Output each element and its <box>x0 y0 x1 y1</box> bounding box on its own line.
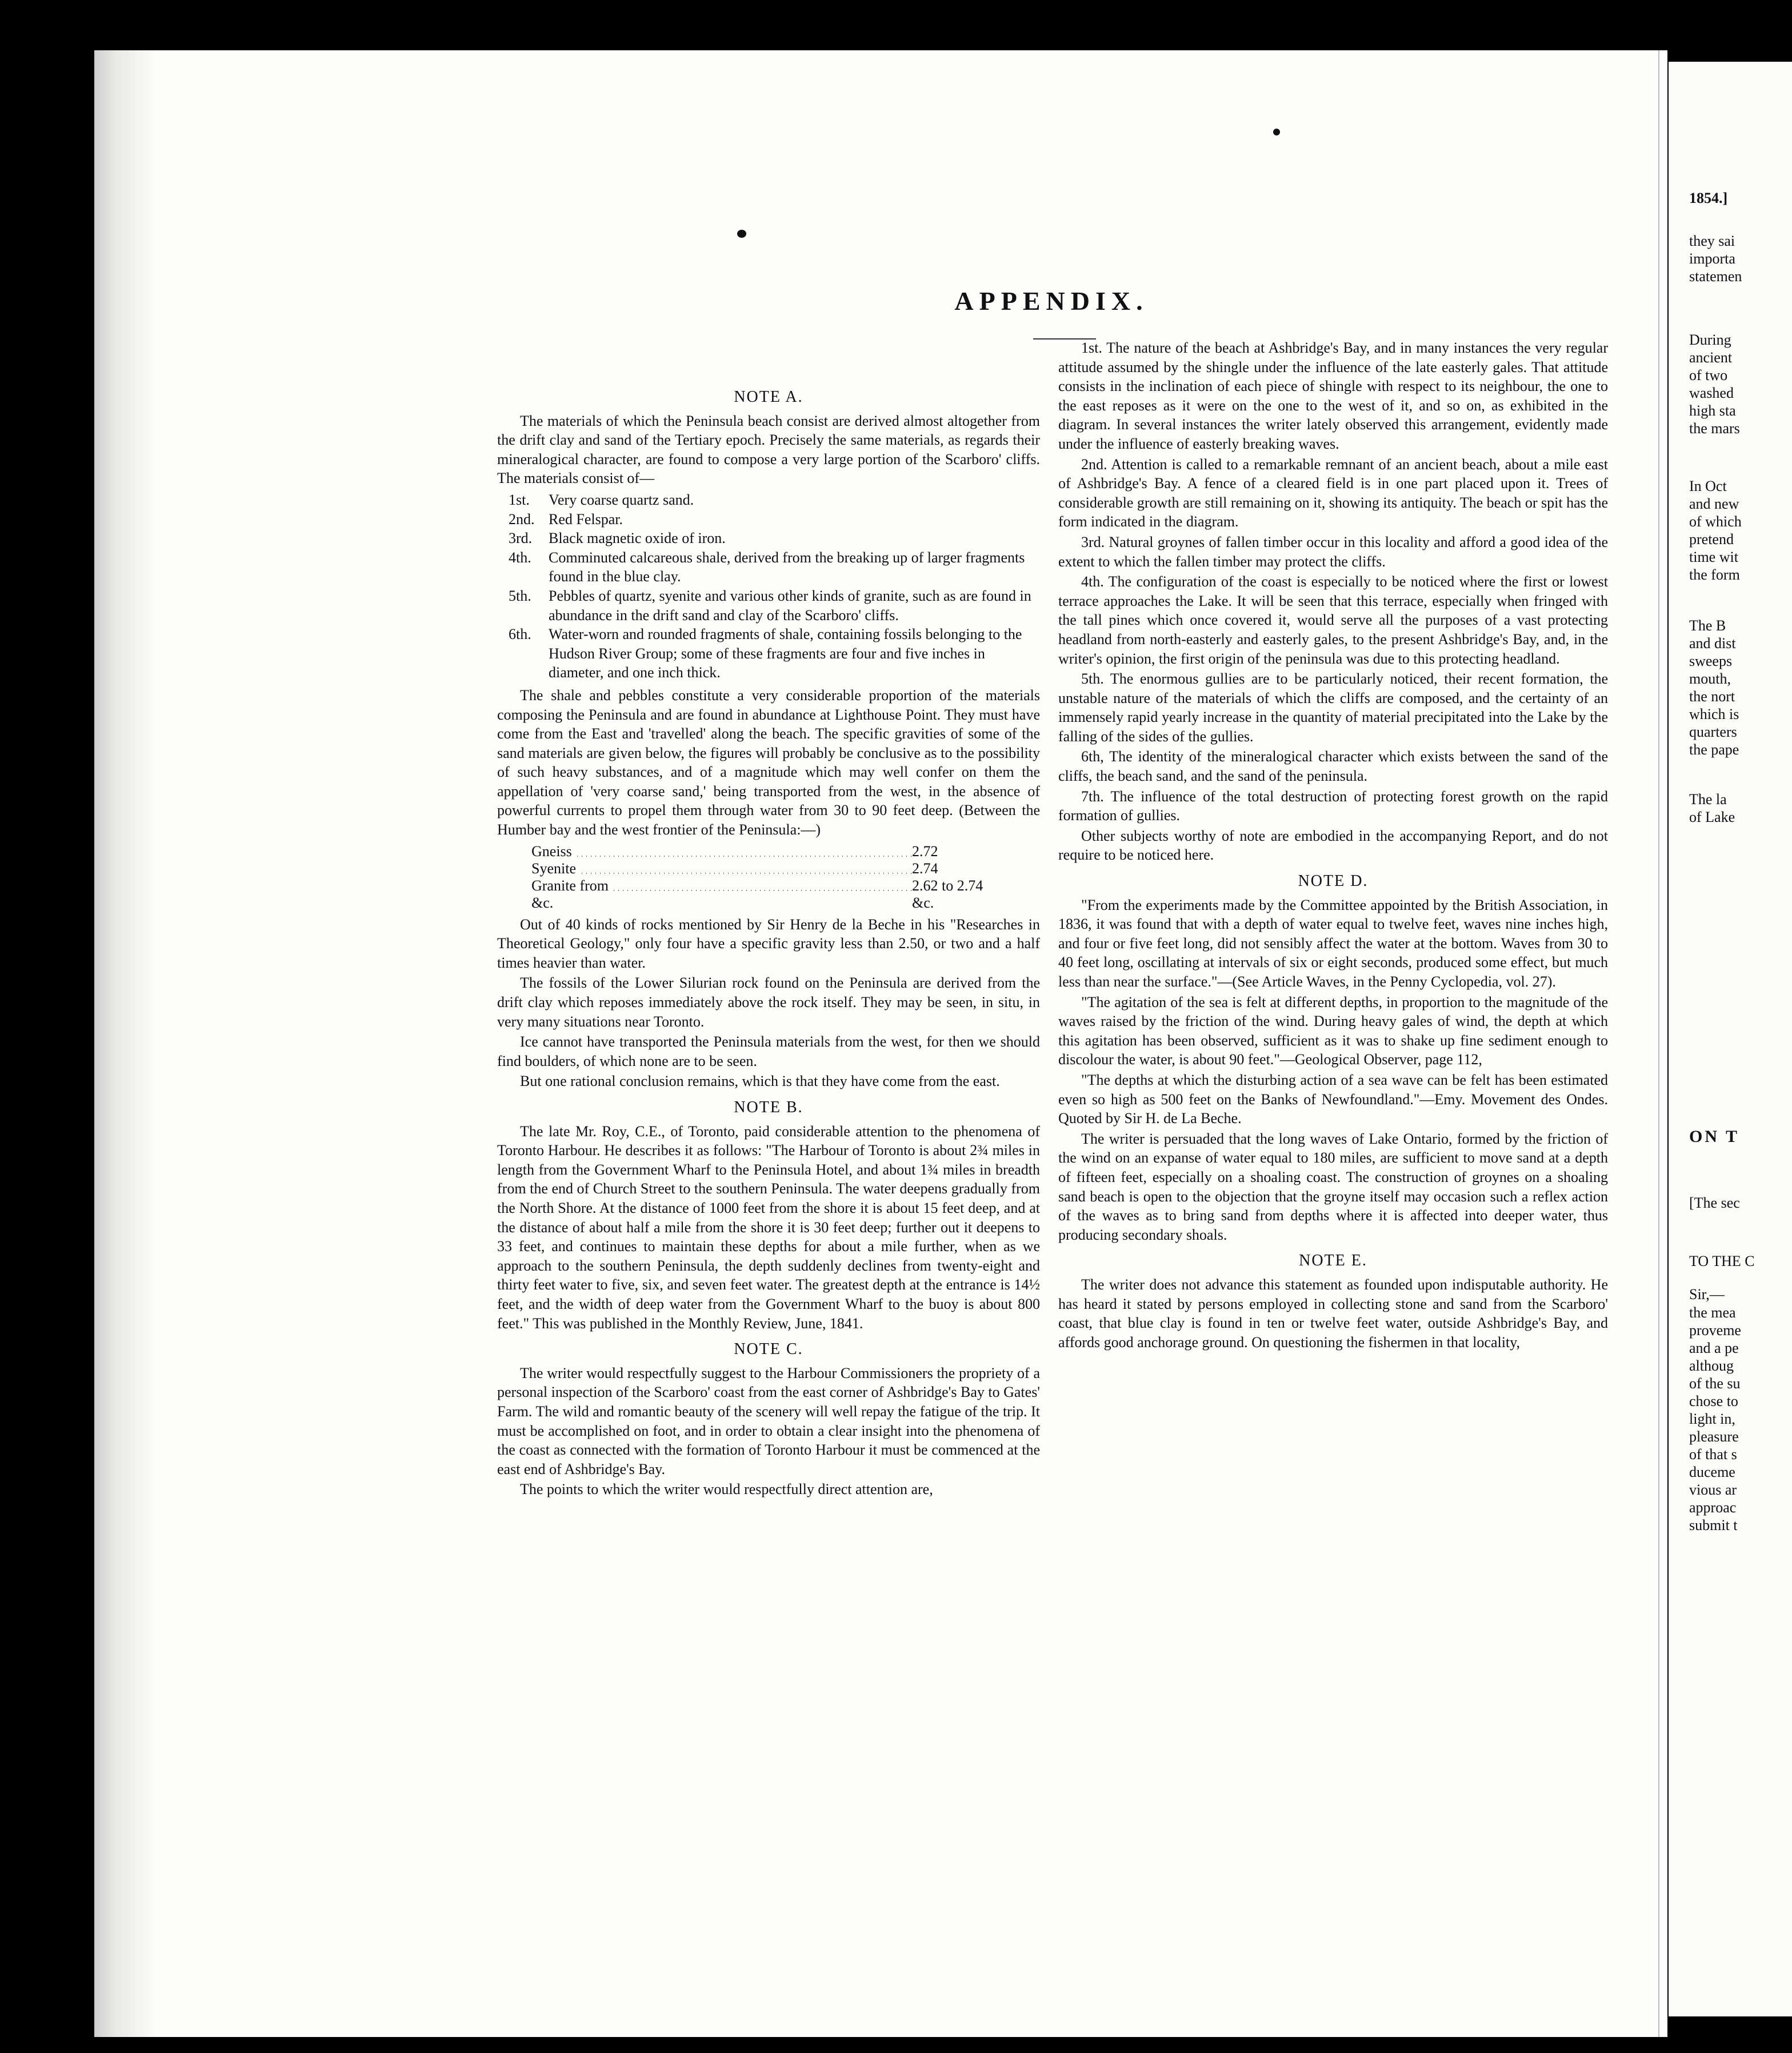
materials-list <box>509 490 1040 682</box>
paragraph: Other subjects worthy of note are embodied in the accompanying Report, and do not require to be noticed here. <box>1058 827 1608 864</box>
facing-page-line: and a pe <box>1689 1340 1739 1356</box>
facing-page-line: The la <box>1689 791 1727 808</box>
note-heading: NOTE C. <box>734 1340 803 1359</box>
list-item-number: 3rd. <box>509 530 533 547</box>
paragraph: 1st. The nature of the beach at Ashbridge's Bay, and in many instances the very regular attitude assumed by the shingle under the influence of the late easterly gales. That attitude consists in the inclination of each piece of shingle with respect to its neighbour, the one to the east reposes as it were on the one to the west of it, and so on, as exhibited in the diagram. In several instances the writer lately observed this arrangement, evidently made under the influence of easterly breaking waves. <box>1058 339 1608 452</box>
paragraph: 6th, The identity of the mineralogical character which exists between the sand of the cliffs, the beach sand, and the sand of the peninsula. <box>1058 748 1608 785</box>
facing-page <box>1669 62 1792 2016</box>
paragraph: 7th. The influence of the total destruction of protecting forest growth on the rapid formation of gullies. <box>1058 788 1608 824</box>
specific-gravity-table <box>531 843 986 912</box>
table-cell-name <box>531 894 912 912</box>
facing-page-line: ancient <box>1689 349 1733 366</box>
paragraph: The points to which the writer would respectfully direct attention are, <box>520 1481 933 1498</box>
facing-page-line: Sir,— <box>1689 1286 1725 1303</box>
facing-page-line: submit t <box>1689 1517 1738 1533</box>
table-cell-value: 2.74 <box>912 860 938 877</box>
facing-page-line: vious ar <box>1689 1481 1737 1498</box>
table-row <box>531 843 986 860</box>
paragraph: The writer does not advance this statement as founded upon indisputable authority. He has heard it stated by persons employed in collecting stone and sand from the Scarboro' coast, that blue clay is found in ten or twelve feet water, outside Ashbridge's Bay, and affords good anchorage ground. On questioning the fishermen in that locality, <box>1058 1276 1608 1351</box>
ink-spot <box>1273 129 1280 135</box>
facing-page-line: sweeps <box>1689 653 1733 669</box>
paragraph: Out of 40 kinds of rocks mentioned by Sir Henry de la Beche in his "Researches in Theoretical Geology," only four have a specific gravity less than 2.50, or two and a half times heavier than water. <box>497 916 1040 971</box>
facing-page-line: which is <box>1689 706 1739 722</box>
facing-page-line: of two <box>1689 367 1728 384</box>
rock-name: Gneiss <box>531 843 574 860</box>
facing-page-line: washed <box>1689 385 1734 401</box>
paragraph: The shale and pebbles constitute a very considerable proportion of the materials composing the Peninsula and are found in abundance at Lighthouse Point. They must have come from the East and 'travelled' along the beach. The specific gravities of some of the sand materials are given below, the figures will probably be conclusive as to the possibility of such heavy substances, and of a magnitude which may well confer on them the appellation of 'very coarse sand,' being transported from the west, in the absence of powerful currents to propel them through water from 30 to 90 feet deep. (Between the Humber bay and the west frontier of the Peninsula:—) <box>497 686 1040 838</box>
list-item-text: Pebbles of quartz, syenite and various other kinds of granite, such as are found in abundance in the drift sand and clay of the Scarboro' cliffs. <box>549 587 1031 624</box>
table-cell-name <box>531 860 912 877</box>
paragraph: 3rd. Natural groynes of fallen timber occur in this locality and afford a good idea of the extent to which the fallen timber may protect the cliffs. <box>1058 533 1608 570</box>
paragraph: Ice cannot have transported the Peninsula materials from the west, for then we should find boulders, of which none are to be seen. <box>497 1033 1040 1069</box>
facing-page-line: duceme <box>1689 1464 1735 1480</box>
table-row <box>531 860 986 877</box>
paragraph: The fossils of the Lower Silurian rock found on the Peninsula are derived from the drift clay which reposes immediately above the rock itself. They may be seen, in situ, in very many situations near Toronto. <box>497 974 1040 1030</box>
facing-page-line: time wit <box>1689 549 1738 565</box>
facing-page-line: mouth, <box>1689 670 1731 687</box>
facing-page-line: and new <box>1689 496 1739 512</box>
facing-page-line: of the su <box>1689 1375 1741 1392</box>
list-item-number: 1st. <box>509 491 530 508</box>
facing-page-line: 1854.] <box>1689 190 1728 206</box>
rock-name: Granite from <box>531 877 611 894</box>
right-column <box>1058 338 1608 1353</box>
facing-page-line: chose to <box>1689 1393 1738 1409</box>
paragraph: The writer would respectfully suggest to the Harbour Commissioners the propriety of a personal inspection of the Scarboro' coast from the east corner of Ashbridge's Bay to Gates' Farm. The wild and romantic beauty of the scenery will well repay the fatigue of the trip. It must be accomplished on foot, and in order to obtain a clear insight into the phenomena of the coast as connected with the formation of Toronto Harbour it must be commenced at the east end of Ashbridge's Bay. <box>497 1364 1040 1477</box>
paragraph: 5th. The enormous gullies are to be particularly noticed, their recent formation, the unstable nature of the materials of which the cliffs are composed, and the certainty of an immensely rapid yearly increase in the quantity of material precipitated into the Lake by the falling of the sides of the gullies. <box>1058 670 1608 745</box>
facing-page-line: the nort <box>1689 688 1735 705</box>
facing-page-line: the pape <box>1689 741 1739 758</box>
facing-page-line: proveme <box>1689 1322 1741 1339</box>
rock-name: Syenite <box>531 860 578 877</box>
note-heading: NOTE B. <box>734 1099 803 1116</box>
list-item-text: Comminuted calcareous shale, derived from the breaking up of larger fragments found in the blue clay. <box>549 549 1025 585</box>
list-item-number: 4th. <box>509 549 531 566</box>
facing-page-line: [The sec <box>1689 1195 1740 1211</box>
table-cell-value: 2.62 to 2.74 <box>912 877 983 894</box>
facing-page-line: althoug <box>1689 1357 1734 1374</box>
rock-name: &c. <box>531 894 554 911</box>
note-heading: NOTE D. <box>1298 872 1369 890</box>
paragraph: "From the experiments made by the Committee appointed by the British Association, in 1836, it was found that with a depth of water equal to twelve feet, waves nine inches high, and four or five feet long, did not sensibly affect the water at the bottom. Waves from 30 to 40 feet long, oscillating at intervals of six or eight seconds, produced some effect, but much less than near the surface."—(See Article Waves, in the Penny Cyclopedia, vol. 27). <box>1058 896 1608 990</box>
facing-page-line: importa <box>1689 250 1735 267</box>
page-gutter <box>1658 50 1667 2037</box>
list-item-text: Very coarse quartz sand. <box>549 491 694 508</box>
table-cell-value: &c. <box>912 894 934 911</box>
facing-page-line: statemen <box>1689 268 1742 285</box>
list-item <box>509 625 1040 682</box>
facing-page-line: pretend <box>1689 531 1734 548</box>
page-edge-shadow <box>94 50 157 2037</box>
list-item <box>509 548 1040 586</box>
facing-page-line: of Lake <box>1689 809 1735 825</box>
list-item-text: Black magnetic oxide of iron. <box>549 530 726 547</box>
list-item-number: 5th. <box>509 587 531 604</box>
list-item <box>509 529 1040 548</box>
note-heading: NOTE A. <box>734 388 803 406</box>
facing-page-line: quarters <box>1689 724 1737 740</box>
facing-page-line: TO THE C <box>1689 1253 1755 1269</box>
paragraph: The writer is persuaded that the long waves of Lake Ontario, formed by the friction of the wind on an expanse of water equal to 180 miles, are sufficient to move sand at a depth of fifteen feet, especially on a shoaling coast. The construction of groynes on a shoaling sand beach is open to the objection that the groyne itself may occasion such a reflex action of the waves as to bring sand from depths where it is affected into deeper water, thus producing secondary shoals. <box>1058 1130 1608 1243</box>
table-cell-name <box>531 843 912 860</box>
paragraph: 4th. The configuration of the coast is especially to be noticed where the first or lowest terrace approaches the Lake. It will be seen that this terrace, especially when fringed with the tall pines which once covered it, would serve all the purposes of a vast protecting headland from north-easterly and easterly gales, to the present Ashbridge's Bay, and, in the writer's opinion, the first origin of the peninsula was due to this protecting headland. <box>1058 573 1608 667</box>
facing-page-line: pleasure <box>1689 1428 1739 1445</box>
facing-page-line: high sta <box>1689 402 1736 419</box>
facing-page-line: The B <box>1689 617 1726 634</box>
table-cell-value: 2.72 <box>912 842 938 860</box>
facing-page-line: of which <box>1689 513 1742 530</box>
list-item-number: 2nd. <box>509 510 535 528</box>
facing-page-line: In Oct <box>1689 478 1727 494</box>
list-item <box>509 490 1040 510</box>
table-row <box>531 877 986 894</box>
ink-spot <box>737 230 746 238</box>
paragraph: "The depths at which the disturbing action of a sea wave can be felt has been estimated even so high as 500 feet on the Banks of Newfoundland."—Emy. Movement des Ondes. Quoted by Sir H. de La Beche. <box>1058 1071 1608 1127</box>
left-column <box>497 381 1040 1500</box>
facing-page-line: ON T <box>1689 1127 1739 1146</box>
list-item <box>509 586 1040 625</box>
facing-page-line: they sai <box>1689 233 1735 249</box>
facing-page-line: During <box>1689 331 1731 348</box>
page-title: APPENDIX. <box>954 286 1149 315</box>
list-item-text: Red Felspar. <box>549 510 623 528</box>
facing-page-line: light in, <box>1689 1411 1735 1427</box>
list-item-number: 6th. <box>509 626 531 643</box>
paragraph: But one rational conclusion remains, which is that they have come from the east. <box>520 1073 1000 1090</box>
facing-page-line: approac <box>1689 1499 1737 1516</box>
facing-page-line: the mea <box>1689 1304 1736 1321</box>
facing-page-line: the form <box>1689 566 1740 583</box>
paragraph: The materials of which the Peninsula beach consist are derived almost altogether from the drift clay and sand of the Tertiary epoch. Precisely the same materials, as regards their mineralogical character, are found to compose a very large portion of the Scarboro' cliffs. The materials consist of— <box>497 412 1040 487</box>
note-heading: NOTE E. <box>1299 1252 1367 1270</box>
list-item-text: Water-worn and rounded fragments of shale, containing fossils belonging to the Hudson River Group; some of these fragments are four and five inches in diameter, and one inch thick. <box>549 626 1022 681</box>
paragraph: The late Mr. Roy, C.E., of Toronto, paid considerable attention to the phenomena of Toronto Harbour. He describes it as follows: "The Harbour of Toronto is about 2¾ miles in length from the Government Wharf to the Peninsula Hotel, and about 1¾ miles in breadth from the end of Church Street to the southern Peninsula. The water deepens gradually from the North Shore. At the distance of 1000 feet from the shore it is about 15 feet deep, and at the distance of about half a mile from the shore it is 30 feet deep; further out it deepens to 33 feet, and continues to maintain these depths for about a mile further, when as we approach to the southern Peninsula, the depth suddenly declines from twenty-eight and thirty feet water to five, six, and seven feet water. The greatest depth at the entrance is 14½ feet, and the width of deep water from the Government Wharf to the buoy is about 800 feet." This was published in the Monthly Review, June, 1841. <box>497 1123 1040 1332</box>
facing-page-line: and dist <box>1689 635 1736 652</box>
facing-page-line: of that s <box>1689 1446 1737 1463</box>
paragraph: "The agitation of the sea is felt at different depths, in proportion to the magnitude of the waves raised by the friction of the wind. During heavy gales of wind, the depth at which this agitation has been observed, sufficient as it was to shake up fine sediment enough to discolour the water, is about 90 feet."—Geological Observer, page 112, <box>1058 993 1608 1068</box>
facing-page-line: the mars <box>1689 420 1740 437</box>
paragraph: 2nd. Attention is called to a remarkable remnant of an ancient beach, about a mile east of Ashbridge's Bay. A fence of a cleared field is in one part placed upon it. Trees of considerable growth are still remaining on it, showing its antiquity. The beach or spit has the form indicated in the diagram. <box>1058 456 1608 530</box>
table-cell-name <box>531 877 912 894</box>
table-row <box>531 894 986 912</box>
list-item <box>509 510 1040 529</box>
